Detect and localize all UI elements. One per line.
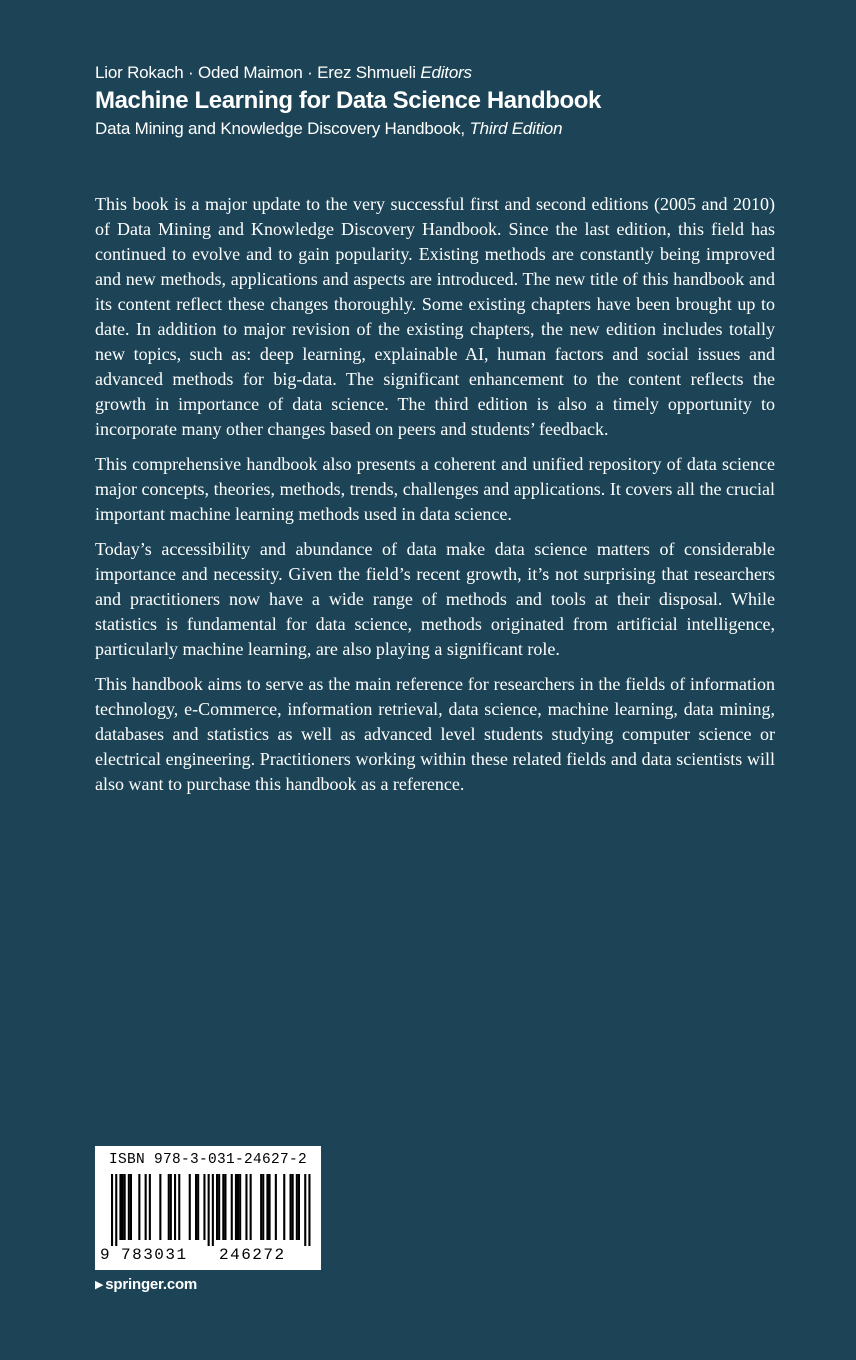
barcode-bar xyxy=(128,1174,130,1240)
barcode-bar xyxy=(296,1174,298,1240)
editors-names: Lior Rokach · Oded Maimon · Erez Shmueli xyxy=(95,63,416,82)
barcode-bar xyxy=(308,1174,310,1246)
barcode-bar xyxy=(111,1174,113,1246)
barcode-bar xyxy=(145,1174,147,1240)
blurb-paragraph: This book is a major update to the very successful first and second editions (2005 and 2010) of Data Mining and Knowledge Discovery Handbook. Since the last edition, this field has continued to evolve and to gain popularity. Existing methods are constantly being improved and new methods, applications and aspects are introduced. The new title of this handbook and its content reflect these changes thoroughly. Some existing chapters have been brought up to date. In addition to major revision of the existing chapters, the new edition includes totally new topics, such as: deep learning, explainable AI, human factors and social issues and advanced methods for big-data. The significant enhancement to the content reflects the growth in importance of data science. The third edition is also a timely opportunity to incorporate many other changes based on peers and students’ feedback. xyxy=(95,194,775,439)
barcode-digits xyxy=(95,1246,321,1266)
cover-header xyxy=(95,62,795,140)
barcode-bar xyxy=(222,1174,224,1240)
edition-label: Third Edition xyxy=(469,119,563,138)
barcode-group-right: 246272 xyxy=(219,1246,286,1264)
blurb-paragraph: Today’s accessibility and abundance of data make data science matters of considerable importance and necessity. Given the field’s recent growth, it’s not surprising that researchers and practitioners now have a wide range of methods and tools at their disposal. While statistics is fundamental for data science, methods originated from artificial intelligence, particularly machine learning, are also playing a significant role. xyxy=(95,539,775,659)
barcode-bar xyxy=(290,1174,292,1240)
barcode-bar xyxy=(262,1174,264,1240)
publisher-url: springer.com xyxy=(105,1276,198,1293)
barcode-bar xyxy=(208,1174,210,1246)
book-subtitle xyxy=(95,118,795,140)
barcode-bar xyxy=(122,1174,124,1240)
barcode-bar xyxy=(298,1174,300,1240)
blurb-paragraph: This comprehensive handbook also presents a coherent and unified repository of data science major concepts, theories, methods, trends, challenges and applications. It covers all the crucial important machine learning methods used in data science. xyxy=(95,454,775,524)
isbn-label: ISBN 978-3-031-24627-2 xyxy=(108,1152,308,1168)
subtitle-text: Data Mining and Knowledge Discovery Handbook, xyxy=(95,119,465,138)
barcode-bar xyxy=(115,1174,117,1246)
barcode-bar xyxy=(239,1174,241,1240)
barcode-bar xyxy=(218,1174,220,1240)
barcode-bar xyxy=(237,1174,239,1240)
barcode-bar xyxy=(197,1174,199,1240)
barcode-group-left: 783031 xyxy=(121,1246,188,1264)
barcode-bar xyxy=(269,1174,271,1240)
barcode-bar xyxy=(138,1174,140,1240)
barcode-bar xyxy=(304,1174,306,1246)
barcode-bar xyxy=(245,1174,247,1240)
publisher-link[interactable] xyxy=(95,1276,197,1293)
blurb xyxy=(95,192,775,807)
barcode-bar xyxy=(260,1174,262,1240)
barcode-bar xyxy=(195,1174,197,1240)
barcode-lead-digit: 9 xyxy=(100,1246,110,1264)
barcode-bars xyxy=(103,1174,313,1246)
isbn-barcode xyxy=(95,1146,321,1270)
barcode-bar xyxy=(170,1174,172,1240)
barcode-bar xyxy=(149,1174,151,1240)
barcode-bar xyxy=(266,1174,268,1240)
barcode-bar xyxy=(235,1174,237,1240)
barcode-bar xyxy=(292,1174,294,1240)
blurb-paragraph: This handbook aims to serve as the main reference for researchers in the fields of information technology, e-Commerce, information retrieval, data science, machine learning, data mining, databases and statistics as well as advanced level students studying computer science or electrical engineering. Practitioners working within these related fields and data scientists will also want to purchase this handbook as a reference. xyxy=(95,674,775,794)
editors-role: Editors xyxy=(420,63,472,82)
barcode-bar xyxy=(174,1174,176,1240)
editors-line xyxy=(95,62,795,84)
barcode-bar xyxy=(178,1174,180,1240)
book-title: Machine Learning for Data Science Handbook xyxy=(95,87,601,114)
barcode-bar xyxy=(250,1174,252,1240)
barcode-bar xyxy=(283,1174,285,1240)
barcode-bar xyxy=(159,1174,161,1240)
barcode-bar xyxy=(275,1174,277,1240)
barcode-bar xyxy=(119,1174,121,1240)
barcode-bar xyxy=(216,1174,218,1240)
barcode-bar xyxy=(130,1174,132,1240)
triangle-right-icon: ▶ xyxy=(95,1279,104,1291)
barcode-bar xyxy=(203,1174,205,1240)
barcode-bar xyxy=(212,1174,214,1246)
barcode-bar xyxy=(124,1174,126,1240)
barcode-bar xyxy=(168,1174,170,1240)
barcode-bar xyxy=(224,1174,226,1240)
barcode-bar xyxy=(189,1174,191,1240)
barcode-bar xyxy=(231,1174,233,1240)
